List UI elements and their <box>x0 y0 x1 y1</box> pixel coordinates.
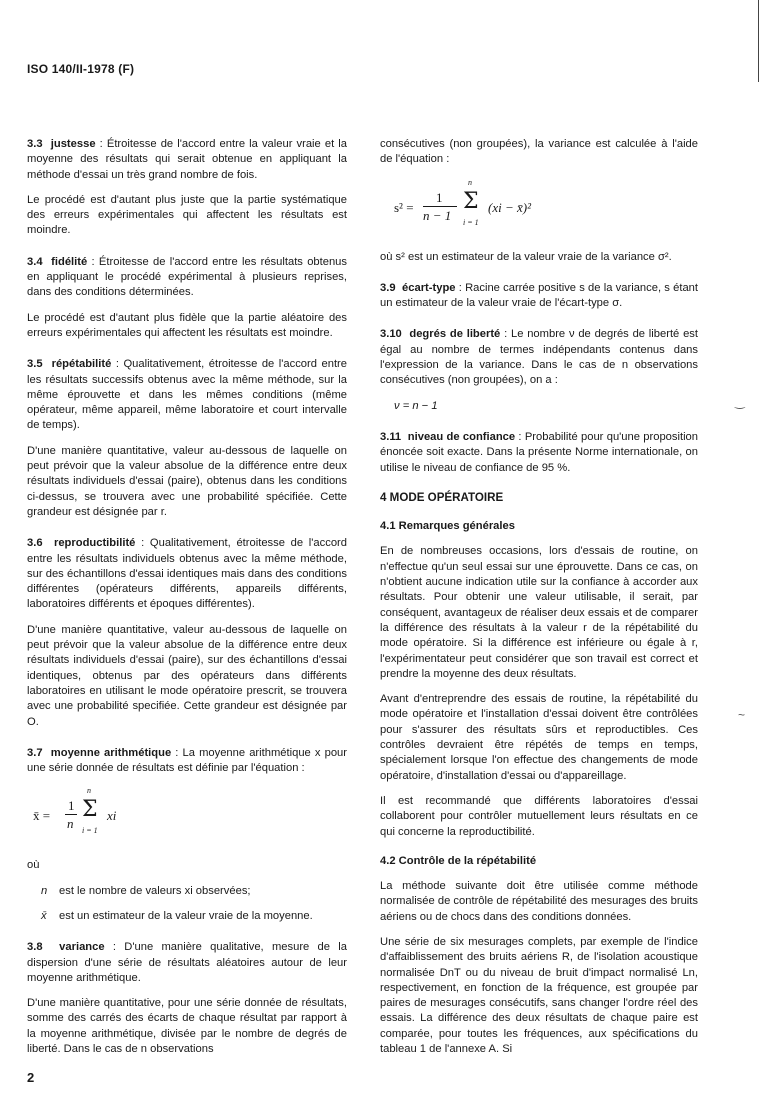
list-text: est un estimateur de la valeur vraie de la moyenne. <box>59 909 313 922</box>
section-3-3 <box>27 137 347 183</box>
list-symbol: n <box>41 884 48 897</box>
paragraph: Le procédé est d'autant plus fidèle que la partie aléatoire des erreurs expérimentales qui affectent les résultats est moindre. <box>27 311 347 339</box>
section-3-7 <box>27 746 347 777</box>
section-text: : Étroitesse de l'accord entre la valeur vraie et la moyenne des résultats qui serait obtenue en appliquant la méthode d'essai un très grand nombre de fois. <box>27 138 347 181</box>
paragraph: Le procédé est d'autant plus juste que la partie systématique des erreurs expérimentales qui affectent les résultats est moindre. <box>27 193 347 237</box>
section-3-4 <box>27 255 347 301</box>
paragraph: où s² est un estimateur de la valeur vraie de la variance σ². <box>380 250 672 263</box>
sum-lower-limit: i = 1 <box>463 217 479 227</box>
section-number: 3.10 <box>380 328 402 341</box>
section-text: : La moyenne arithmétique x pour une série donnée de résultats est définie par l'équation : <box>27 746 347 775</box>
sigma-symbol: Σ <box>82 797 98 823</box>
section-text: : D'une manière qualitative, mesure de la dispersion d'une série de résultats aléatoires autour de leur moyenne arithmétique. <box>27 941 348 984</box>
section-term: niveau de confiance <box>407 430 516 443</box>
mean-formula <box>27 786 347 848</box>
formula-lhs: s² = <box>394 199 414 215</box>
list-text: est le nombre de valeurs xi observées; <box>59 884 251 897</box>
formula-denominator: n − 1 <box>423 207 452 223</box>
paragraph: consécutives (non groupées), la variance est calculée à l'aide de l'équation : <box>380 138 698 166</box>
section-text: : Racine carrée positive s de la variance, s étant un estimateur de la valeur vraie de l'écart-type σ. <box>380 281 699 310</box>
section-text: : Qualitativement, étroitesse de l'accord entre les résultats successifs obtenus avec la même méthode, sur la même éprouvette et dans les mêmes conditions (même opérateur, même appareil, même laboratoire et court intervalle de temps). <box>27 358 347 432</box>
section-3-5 <box>27 357 347 433</box>
formula-numerator: 1 <box>68 798 75 814</box>
fraction-bar <box>65 814 77 815</box>
paragraph: D'une manière quantitative, valeur au-dessous de laquelle on peut prévoir que la valeur absolue de la différence entre deux résultats individuels d'essai (paire), obtenus dans les conditions ci-dessus, se trouvera avec une probabilité spécifiée. Cette grandeur est désignée par r. <box>27 444 347 518</box>
section-heading-4: 4 MODE OPÉRATOIRE <box>380 490 504 504</box>
page-number: 2 <box>27 1070 35 1085</box>
section-term: justesse <box>50 138 96 150</box>
section-term: moyenne arithmétique <box>50 746 172 759</box>
section-number: 3.3 <box>27 138 43 150</box>
paragraph: Une série de six mesurages complets, par exemple de l'indice d'affaiblissement des bruits aériens R, de l'isolation acoustique normalisée DnT ou du niveau de bruit d'impact normalisé Ln, respectivement, en fonction de la fréquence, est groupée par paires de mesurages consécutifs, sans changer l'ordre réel des essais. La différence des deux résultats de chaque paire est comparée, pour toutes les fréquences, aux spécifications du tableau 1 de l'annexe A. Si <box>380 935 698 1056</box>
variance-formula <box>380 178 698 240</box>
section-heading-4-1: 4.1 Remarques générales <box>380 520 515 533</box>
section-number: 3.11 <box>380 430 402 443</box>
left-column <box>27 137 347 1067</box>
nu-equation: ν = n − 1 <box>394 399 438 412</box>
paragraph: D'une manière quantitative, pour une série donnée de résultats, somme des carrés des écarts de chaque résultat par rapport à la moyenne arithmétique, divisée par le nombre de degrés de liberté. Dans le cas de n observations <box>27 997 347 1056</box>
section-number: 3.6 <box>27 537 43 550</box>
section-text: : Qualitativement, étroitesse de l'accord entre les résultats individuels obtenus avec la même méthode, sur des échantillons d'essai identiques mais dans des conditions différentes (opérateurs différents, appareils différents, laboratoires différents et époques différentes). <box>27 537 347 611</box>
ou-label: où <box>27 859 40 872</box>
right-column <box>380 137 698 1067</box>
section-number: 3.8 <box>27 941 43 954</box>
sum-lower-limit: i = 1 <box>82 826 98 836</box>
paragraph: Avant d'entreprendre des essais de routine, la répétabilité du mode opératoire et l'installation d'essai doivent être contrôlées pour s'assurer des résultats sûrs et reproductibles. Ces contrôles devraient être répétés de temps en temps, spécialement lorsque l'on effectue des changements de mode opératoire, d'installation d'essai ou d'appareillage. <box>380 693 698 782</box>
margin-mark: ~ <box>738 708 746 722</box>
list-item <box>27 884 347 899</box>
section-text: : Le nombre ν de degrés de liberté est égal au nombre de termes indépendants contenus dans l'expression de la variance. Dans le cas de n observations consécutives (non groupées), on a : <box>380 328 698 387</box>
section-term: variance <box>59 941 105 954</box>
list-item <box>27 909 347 924</box>
formula-term: (xi − x̄)² <box>488 199 531 215</box>
paragraph: En de nombreuses occasions, lors d'essais de routine, on n'effectue qu'un seul essai sur une éprouvette. Dans ce cas, on n'obtient aucune indication utile sur la confiance à accorder aux résultats. Pour obtenir une valeur utilisable, il serait, par conséquent, avantageux de réaliser deux essais et de comparer la différence des résultats à la valeur r de la répétabilité du mode opératoire. Si la différence est inférieure ou égale à r, l'expérimentateur peut considérer que son travail est correct et prendre la moyenne des deux résultats. <box>380 545 698 680</box>
fraction-bar <box>423 206 457 207</box>
section-number: 3.4 <box>27 255 43 268</box>
section-term: répétabilité <box>51 358 112 371</box>
section-term: écart-type <box>402 281 456 294</box>
section-term: degrés de liberté <box>409 328 501 341</box>
sum-upper-limit: n <box>468 177 472 187</box>
margin-rule <box>758 0 759 82</box>
formula-term: xi <box>107 808 117 824</box>
section-3-8 <box>27 940 347 986</box>
section-heading-4-2: 4.2 Contrôle de la répétabilité <box>380 854 537 867</box>
section-term: reproductibilité <box>53 537 136 550</box>
section-text: : Étroitesse de l'accord entre les résultats obtenus en appliquant le procédé expérimental à plusieurs reprises, dans des conditions déterminées. <box>27 255 348 299</box>
margin-mark: ‿ <box>735 395 745 409</box>
sum-upper-limit: n <box>87 786 91 796</box>
section-3-6 <box>27 536 347 612</box>
paragraph: Il est recommandé que différents laboratoires d'essai collaborent pour contrôler mutuellement leurs résultats en ce qui concerne la reproductibilité. <box>380 794 698 838</box>
section-text: : Probabilité pour qu'une proposition énoncée soit exacte. Dans la présente Norme internationale, on utilise le niveau de confiance de 95 %. <box>380 430 699 474</box>
section-number: 3.5 <box>27 358 43 371</box>
document-header: ISO 140/II-1978 (F) <box>27 62 135 76</box>
formula-denominator: n <box>67 816 74 832</box>
section-term: fidélité <box>51 255 88 268</box>
section-3-11 <box>380 430 698 476</box>
paragraph: D'une manière quantitative, valeur au-dessous de laquelle on peut prévoir que la valeur absolue de la différence entre deux résultats individuels d'essai (paire), sur des échantillons d'essai identiques, obtenus par des opérateurs dans différents laboratoires en utilisant le mode opératoire prescrit, se trouvera avec une probabilité specifiée. Cette grandeur est désignée par O. <box>27 623 347 728</box>
section-3-10 <box>380 327 698 388</box>
formula-numerator: 1 <box>436 189 443 205</box>
section-3-9 <box>380 281 698 312</box>
section-number: 3.9 <box>380 281 396 294</box>
list-symbol: x̄ <box>41 909 47 922</box>
paragraph: La méthode suivante doit être utilisée comme méthode normalisée de contrôle de répétabilité des mesurages des bruits aériens ou de chocs dans des conditions données. <box>380 880 698 923</box>
sigma-symbol: Σ <box>463 188 479 214</box>
formula-lhs: x̄ = <box>33 808 51 824</box>
section-number: 3.7 <box>27 746 43 759</box>
